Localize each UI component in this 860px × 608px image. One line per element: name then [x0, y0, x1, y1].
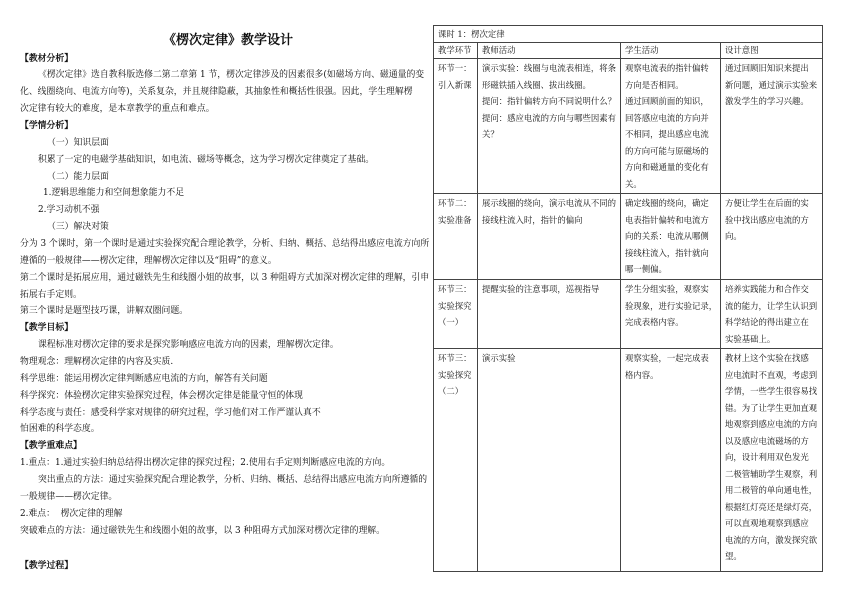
objective-item: 科学探究：体验楞次定律实验探究过程，体会楞次定律是能量守恒的体现 — [20, 390, 303, 401]
ability-item: 1.逻辑思维能力和空间想象能力不足 — [43, 188, 185, 199]
difficult-point-text: 2.难点： 楞次定律的理解 — [20, 508, 123, 519]
student-activity-cell-line: 完成表格内容。 — [625, 317, 684, 327]
student-activity-cell-line: 通过回顾前面的知识， — [625, 96, 709, 106]
student-activity-cell-line: 格内容。 — [625, 369, 659, 380]
stage-cell-line: 环节一： — [438, 63, 472, 73]
knowledge-level-text: 积累了一定的电磁学基础知识，如电流、磁场等概念，这为学习楞次定律奠定了基础。 — [38, 154, 375, 165]
design-intent-cell-line: 望。 — [725, 551, 742, 561]
stage-cell-line: 引入新课 — [438, 79, 472, 90]
key-point-text: 1.重点：1.通过实验归纳总结得出楞次定律的探究过程；2.使用右手定则判断感应电流的方向。 — [20, 458, 391, 469]
student-activity-cell-line: 学生分组实验，观察实 — [625, 284, 709, 294]
teacher-activity-cell-line: 关？ — [482, 129, 499, 139]
student-activity-cell-line: 回答感应电流的方向并 — [625, 112, 709, 123]
student-activity-cell-line: 不相同，提出感应电流 — [625, 129, 709, 139]
ability-item: 2.学习动机不强 — [38, 205, 100, 216]
objective-item: 物理观念：理解楞次定律的内容及实质. — [20, 356, 174, 367]
teacher-activity-cell — [478, 280, 621, 349]
teacher-activity-cell-line: 提问：指针偏转方向不同说明什么？ — [482, 96, 616, 106]
subheading-countermeasures: （三）解决对策 — [47, 222, 109, 233]
design-intent-cell-line: 流的能力，让学生认识到 — [725, 300, 818, 311]
section-heading-teaching-process: 【教学过程】 — [20, 561, 74, 572]
student-activity-cell-line: 观察实验，一起完成表 — [625, 353, 709, 363]
objective-attitude-paragraph-line: 科学态度与责任：感受科学家对规律的研究过程，学习他们对工作严谨认真不 — [20, 407, 321, 418]
design-intent-cell-line: 通过回顾旧知识来提出 — [725, 63, 809, 73]
table-row — [434, 194, 823, 280]
student-activity-cell-line: 方向是否相同。 — [625, 79, 684, 90]
countermeasure-lesson-3-line: 第三个课时是题型技巧课，讲解双圈问题。 — [20, 306, 189, 317]
student-activity-cell-line: 向的关系：电流从哪侧 — [625, 231, 709, 241]
design-intent-cell-line: 地观察到感应电流的方向 — [725, 419, 818, 429]
key-point-method-paragraph-line: 突出重点的方法：通过实验探究配合理论教学，分析、归纳、概括、总结得出感应电流方向所遵循的 — [38, 474, 428, 485]
student-activity-cell-line: 关。 — [625, 178, 642, 189]
student-activity-cell — [621, 59, 721, 194]
objective-attitude-paragraph — [20, 405, 430, 439]
student-activity-cell — [621, 194, 721, 280]
design-intent-cell-line: 电流的方向，激发探究欲 — [725, 534, 818, 545]
student-activity-cell-line: 电表指针偏转和电流方 — [625, 214, 709, 225]
design-intent-cell-line: 向。 — [725, 231, 742, 241]
teacher-activity-cell — [478, 59, 621, 194]
curriculum-standard-text: 课程标准对楞次定律的要求是探究影响感应电流方向的因素，理解楞次定律。 — [38, 340, 339, 351]
student-activity-cell-line: 方向和磁通量的变化有 — [625, 162, 709, 172]
design-intent-cell-line: 方便让学生在后面的实 — [725, 198, 809, 208]
student-activity-cell-line: 接线柱流入，指针就向 — [625, 247, 709, 258]
table-row — [434, 59, 823, 194]
left-column — [20, 31, 430, 601]
table-caption: 课时 1：楞次定律 — [434, 26, 823, 43]
stage-cell-line: （一） — [438, 317, 464, 327]
table-row — [434, 280, 823, 349]
textbook-analysis-paragraph-line: 《楞次定律》选自教科版选修二第二章第 1 节，楞次定律涉及的因素很多(如磁场方向、磁通量的变 — [38, 70, 425, 81]
design-intent-cell-line: 新问题，通过演示实验来 — [725, 79, 818, 90]
textbook-analysis-paragraph-line: 化、线圈绕向、电流方向等)，关系复杂，并且规律隐蔽，其抽象性和概括性很强。因此，学生理解楞 — [20, 87, 413, 98]
difficult-point-method-text: 突破难点的方法：通过磁铁先生和线圈小姐的故事，以 3 种阻碍方式加深对楞次定律的理解。 — [20, 525, 385, 536]
design-intent-cell-line: 应电流时不直观，考虑到 — [725, 369, 818, 380]
stage-cell — [434, 194, 478, 280]
student-activity-cell — [621, 280, 721, 349]
design-intent-cell — [721, 280, 823, 349]
table-row — [434, 349, 823, 572]
teacher-activity-cell — [478, 349, 621, 572]
design-intent-cell-line: 实验基础上。 — [725, 333, 776, 344]
teacher-activity-cell-line: 演示实验：线圈与电流表相连，将条 — [482, 63, 616, 73]
design-intent-cell-line: 向，设计利用双色发光 — [725, 452, 809, 462]
key-point-method-paragraph-line: 一般规律——楞次定律。 — [20, 491, 118, 502]
countermeasure-lesson-2-line: 拓展右手定则。 — [20, 289, 82, 300]
textbook-analysis-paragraph — [20, 67, 430, 118]
design-intent-cell — [721, 349, 823, 572]
countermeasure-lesson-2-line: 第二个课时是拓展应用，通过磁铁先生和线圈小姐的故事，以 3 种阻碍方式加深对楞次定律的理解，引申 — [20, 272, 430, 283]
section-heading-teaching-objectives: 【教学目标】 — [20, 323, 74, 334]
student-activity-cell-line: 观察电流表的指针偏转 — [625, 63, 709, 73]
stage-cell-line: 环节二： — [438, 198, 472, 208]
stage-cell-line: 环节三： — [438, 284, 472, 294]
header-student-activity: 学生活动 — [621, 43, 721, 59]
stage-cell — [434, 280, 478, 349]
textbook-analysis-paragraph-line: 次定律有较大的难度，是本章教学的重点和难点。 — [20, 104, 215, 115]
stage-cell-line: （二） — [438, 386, 464, 396]
design-intent-cell-line: 学情，一些学生很容易找 — [725, 386, 818, 396]
student-activity-cell-line: 验现象，进行实验记录， — [625, 300, 717, 311]
teacher-activity-cell-line: 提问：感应电流的方向与哪些因素有 — [482, 112, 616, 123]
design-intent-cell-line: 验中找出感应电流的方 — [725, 214, 809, 225]
stage-cell — [434, 59, 478, 194]
countermeasure-lesson-3 — [20, 303, 430, 320]
countermeasure-lesson-1-line: 遵循的一般规律——楞次定律，理解楞次定律以及“阻碍”的意义。 — [20, 255, 277, 266]
teacher-activity-cell-line: 形磁铁插入线圈、拔出线圈。 — [482, 79, 591, 90]
design-intent-cell-line: 培养实践能力和合作交 — [725, 284, 809, 294]
section-heading-learning-analysis: 【学情分析】 — [20, 120, 74, 131]
document-title: 《楞次定律》教学设计 — [162, 33, 293, 48]
header-stage: 教学环节 — [434, 43, 478, 59]
student-activity-cell-line: 确定线圈的绕向，确定 — [625, 198, 709, 208]
teacher-activity-cell-line: 接线柱流入时，指针的偏向 — [482, 214, 583, 225]
countermeasure-lesson-1 — [20, 236, 430, 270]
design-intent-cell-line: 二极管辅助学生观察，利 — [725, 468, 818, 479]
stage-cell — [434, 349, 478, 572]
stage-cell-line: 实验探究 — [438, 300, 472, 311]
design-intent-cell — [721, 59, 823, 194]
teacher-activity-cell-line: 展示线圈的绕向，演示电流从不同的 — [482, 198, 616, 208]
teacher-activity-cell — [478, 194, 621, 280]
student-activity-cell-line: 哪一侧偏。 — [625, 264, 667, 274]
objective-attitude-paragraph-line: 怕困难的科学态度。 — [20, 424, 100, 435]
countermeasure-lesson-2 — [20, 270, 430, 304]
stage-cell-line: 环节三： — [438, 353, 472, 363]
subheading-ability-level: （二）能力层面 — [47, 171, 109, 182]
table-header-row — [434, 43, 823, 59]
table-caption-row — [434, 26, 823, 43]
design-intent-cell — [721, 194, 823, 280]
design-intent-cell-line: 教材上这个实验在找感 — [725, 353, 809, 363]
design-intent-cell-line: 根据红灯亮还是绿灯亮， — [725, 501, 818, 512]
section-heading-key-difficult-points: 【教学重难点】 — [20, 441, 82, 452]
stage-cell-line: 实验探究 — [438, 369, 472, 380]
objective-item: 科学思维：能运用楞次定律判断感应电流的方向，解答有关问题 — [20, 373, 268, 384]
design-intent-cell-line: 以及感应电流磁场的方 — [725, 435, 809, 446]
key-point-method-paragraph — [20, 472, 430, 506]
header-design-intent: 设计意图 — [721, 43, 823, 59]
teacher-activity-cell-line: 提醒实验的注意事项，巡视指导 — [482, 284, 600, 294]
student-activity-cell — [621, 349, 721, 572]
stage-cell-line: 实验准备 — [438, 214, 472, 225]
header-teacher-activity: 教师活动 — [478, 43, 621, 59]
lesson-plan-table — [433, 25, 823, 572]
design-intent-cell-line: 激发学生的学习兴趣。 — [725, 96, 809, 106]
student-activity-cell-line: 的方向可能与原磁场的 — [625, 145, 709, 156]
design-intent-cell-line: 科学结论的得出建立在 — [725, 317, 809, 327]
countermeasure-lesson-1-line: 分为 3 个课时，第一个课时是通过实验探究配合理论教学，分析、归纳、概括、总结得出感应电流方向所 — [20, 238, 430, 249]
subheading-knowledge-level: （一）知识层面 — [47, 137, 109, 148]
design-intent-cell-line: 错。为了让学生更加直观 — [725, 402, 818, 413]
teacher-activity-cell-line: 演示实验 — [482, 353, 516, 363]
section-heading-textbook-analysis: 【教材分析】 — [20, 53, 74, 64]
design-intent-cell-line: 用二极管的单向通电性， — [725, 485, 818, 495]
design-intent-cell-line: 可以直观地观察到感应 — [725, 518, 809, 528]
